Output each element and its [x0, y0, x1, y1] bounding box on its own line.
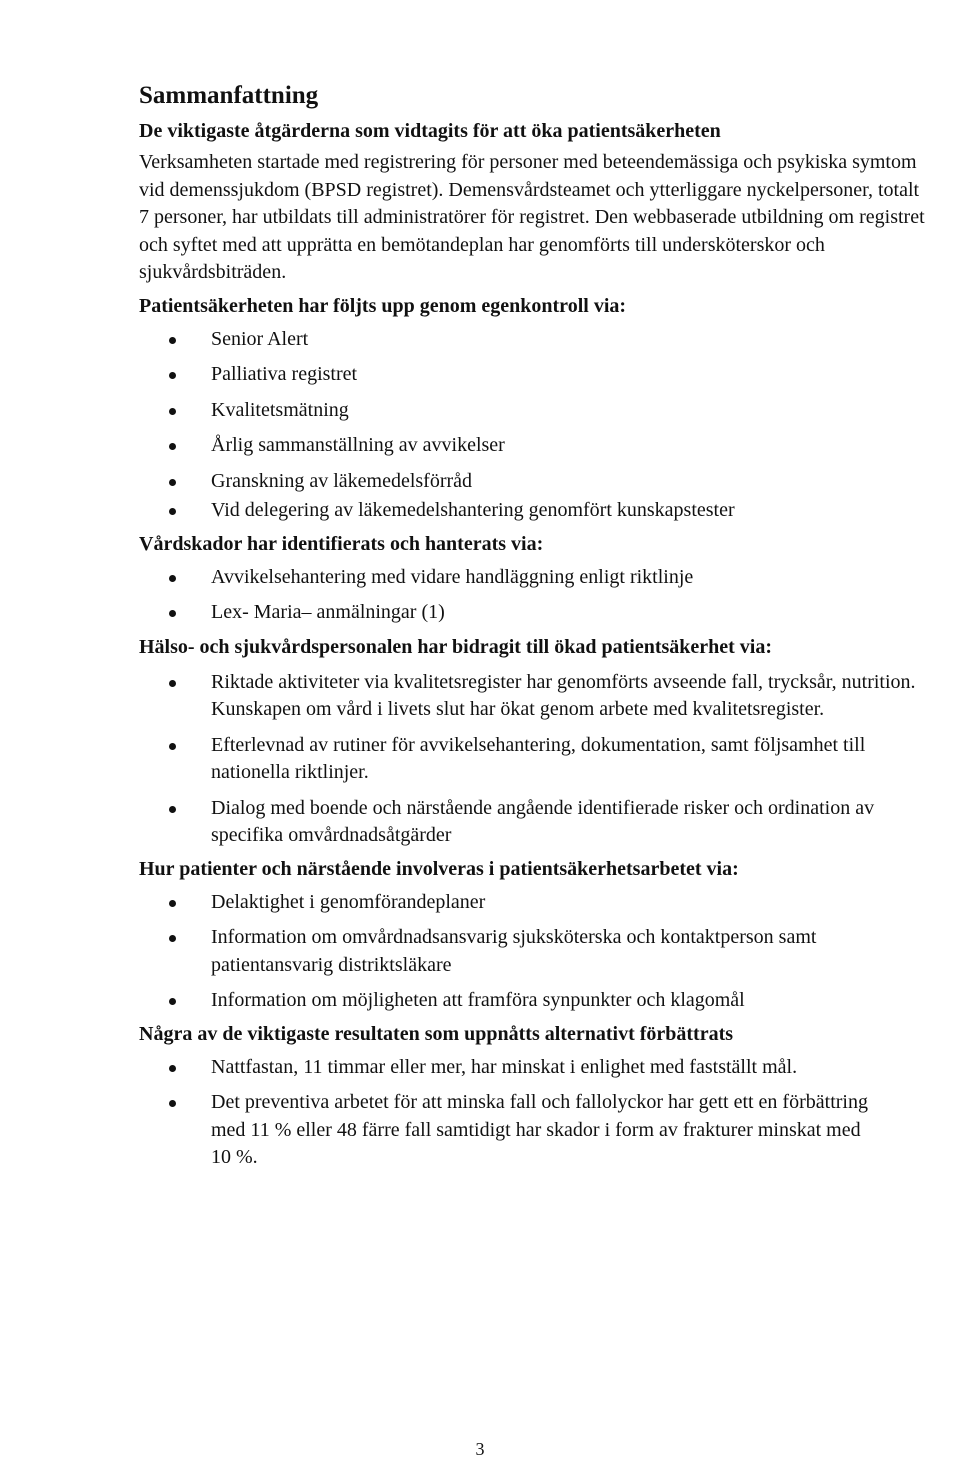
bullet-icon	[169, 743, 176, 750]
followup-list	[139, 326, 929, 525]
bullet-icon	[169, 372, 176, 379]
bullet-icon	[169, 1065, 176, 1072]
staff-list	[139, 669, 929, 850]
list-item: Delaktighet i genomförandeplaner	[139, 889, 929, 917]
bullet-icon	[169, 610, 176, 617]
document-page	[139, 80, 929, 1172]
bullet-icon	[169, 935, 176, 942]
section-heading-involvement: Hur patienter och närstående involveras i patientsäkerhetsarbetet via:	[139, 857, 739, 880]
bullet-icon	[169, 575, 176, 582]
injuries-list	[139, 564, 929, 627]
list-item: Det preventiva arbetet för att minska fall och fallolyckor har gett ett en förbättring med 11 % eller 48 färre fall samtidigt har skador i form av frakturer minskat med 10 %.	[139, 1089, 929, 1172]
bullet-icon	[169, 806, 176, 813]
bullet-icon	[169, 900, 176, 907]
list-item: Granskning av läkemedelsförråd	[139, 468, 929, 496]
bullet-icon	[169, 479, 176, 486]
section-heading-staff: Hälso- och sjukvårdspersonalen har bidragit till ökad patientsäkerhet via:	[139, 635, 773, 658]
list-item: Information om omvårdnadsansvarig sjuksköterska och kontaktperson samt patientansvarig distriktsläkare	[139, 924, 929, 979]
page-title: Sammanfattning	[139, 82, 319, 109]
bullet-icon	[169, 508, 176, 515]
list-item: Nattfastan, 11 timmar eller mer, har minskat i enlighet med fastställt mål.	[139, 1054, 929, 1082]
list-item: Riktade aktiviteter via kvalitetsregister har genomförts avseende fall, trycksår, nutrition. Kunskapen om vård i livets slut har ökat genom arbete med kvalitetsregister.	[139, 669, 929, 724]
bullet-icon	[169, 337, 176, 344]
list-item: Senior Alert	[139, 326, 929, 354]
list-item: Lex- Maria– anmälningar (1)	[139, 599, 929, 627]
section-paragraph-measures: Verksamheten startade med registrering för personer med beteendemässiga och psykiska symtom vid demenssjukdom (BPSD registret). Demensvårdsteamet och ytterliggare nyckelpersoner, totalt 7 personer, har utbildats till administratörer för registret. Den webbaserade utbildning om registret och syftet med att upprätta en bemötandeplan har genomförts till undersköterskor och sjukvårdsbiträden.	[139, 151, 925, 283]
bullet-icon	[169, 680, 176, 687]
bullet-icon	[169, 408, 176, 415]
section-heading-followup: Patientsäkerheten har följts upp genom egenkontroll via:	[139, 294, 627, 317]
bullet-icon	[169, 1100, 176, 1107]
involvement-list	[139, 889, 929, 1015]
list-item: Palliativa registret	[139, 361, 929, 389]
list-item: Vid delegering av läkemedelshantering genomfört kunskapstester	[139, 497, 929, 525]
bullet-icon	[169, 998, 176, 1005]
list-item: Avvikelsehantering med vidare handläggning enligt riktlinje	[139, 564, 929, 592]
list-item: Dialog med boende och närstående angående identifierade risker och ordination av specifika omvårdnadsåtgärder	[139, 795, 929, 850]
list-item: Information om möjligheten att framföra synpunkter och klagomål	[139, 987, 929, 1015]
results-list	[139, 1054, 929, 1172]
section-heading-injuries: Vårdskador har identifierats och hanterats via:	[139, 532, 544, 555]
list-item: Kvalitetsmätning	[139, 397, 929, 425]
bullet-icon	[169, 443, 176, 450]
section-heading-results: Några av de viktigaste resultaten som uppnåtts alternativt förbättrats	[139, 1022, 734, 1045]
page-number: 3	[475, 1439, 485, 1459]
section-heading-measures: De viktigaste åtgärderna som vidtagits för att öka patientsäkerheten	[139, 120, 721, 142]
list-item: Årlig sammanställning av avvikelser	[139, 432, 929, 460]
list-item: Efterlevnad av rutiner för avvikelsehantering, dokumentation, samt följsamhet till nationella riktlinjer.	[139, 732, 929, 787]
